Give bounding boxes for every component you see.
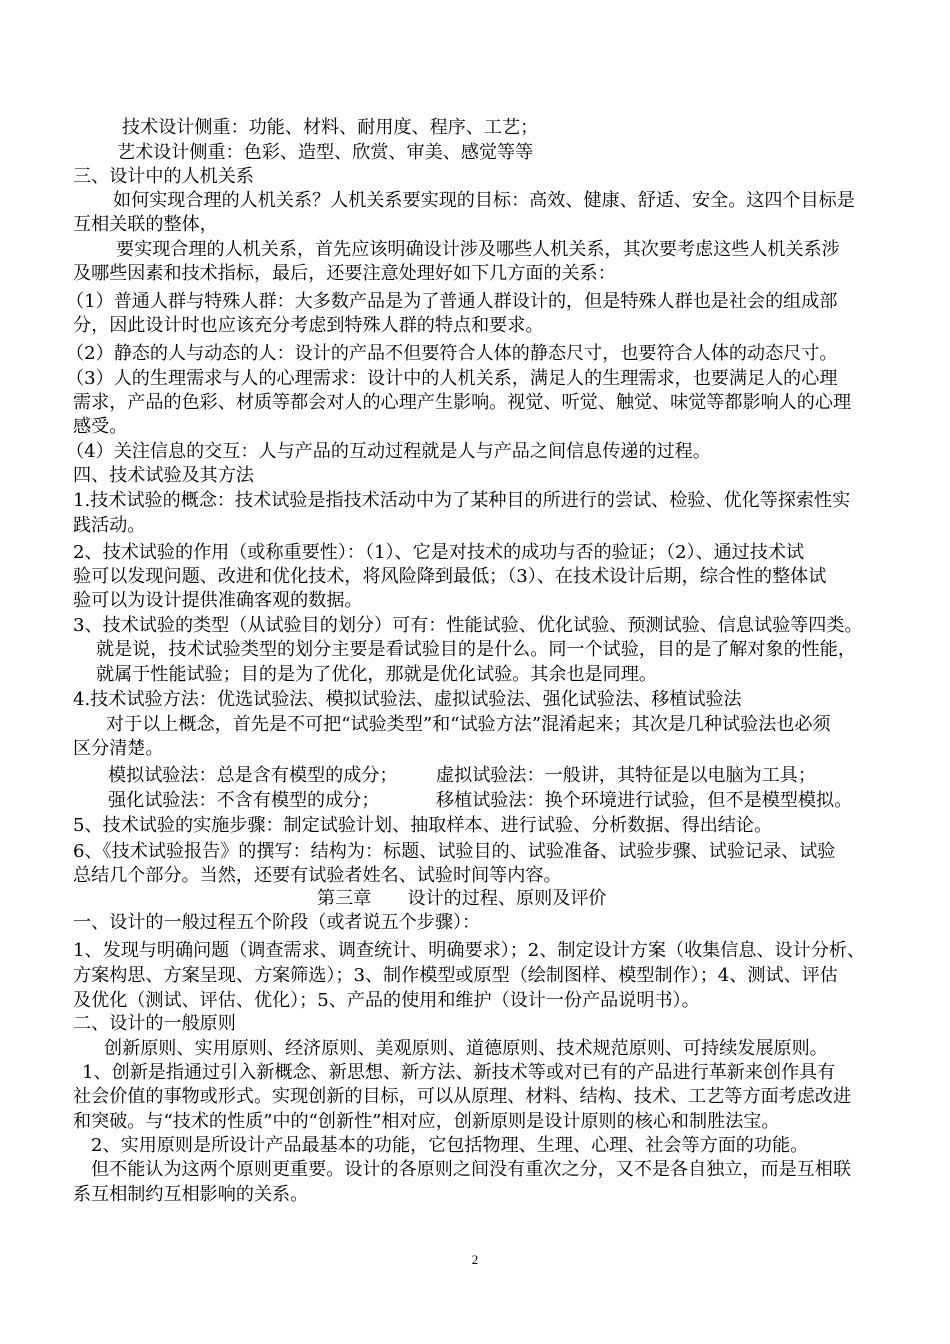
text-line: 1.技术试验的概念：技术试验是指技术活动中为了某种目的所进行的尝试、检验、优化等探索性实 — [73, 490, 851, 511]
text-line: 2、技术试验的作用（或称重要性）：（1）、它是对技术的成功与否的验证；（2）、通过技术试 — [73, 542, 805, 563]
text-line: 虚拟试验法：一般讲，其特征是以电脑为工具； — [436, 765, 816, 786]
text-line: 需求，产品的色彩、材质等都会对人的心理产生影响。视觉、听觉、触觉、味觉等都影响人的心理 — [73, 392, 852, 413]
text-line: 4.技术试验方法：优选试验法、模拟试验法、虚拟试验法、强化试验法、移植试验法 — [73, 689, 742, 710]
text-line: （2）静态的人与动态的人：设计的产品不但要符合人体的静态尺寸，也要符合人体的动态尺寸。 — [66, 343, 838, 364]
section-heading: 二、设计的一般原则 — [73, 1013, 236, 1034]
text-line: 互相关联的整体， — [73, 214, 218, 235]
text-line: 如何实现合理的人机关系？人机关系要实现的目标：高效、健康、舒适、安全。这四个目标是 — [113, 190, 855, 211]
text-line: 要实现合理的人机关系，首先应该明确设计涉及哪些人机关系，其次要考虑这些人机关系涉 — [116, 239, 840, 260]
section-heading: 四、技术试验及其方法 — [73, 465, 254, 486]
section-heading: 一、设计的一般过程五个阶段（或者说五个步骤）： — [73, 912, 481, 933]
text-line: 方案构思、方案呈现、方案筛选）；3、制作模型或原型（绘制图样、模型制作）；4、测试、评估 — [73, 965, 838, 986]
text-line: 创新原则、实用原则、经济原则、美观原则、道德原则、技术规范原则、可持续发展原则。 — [104, 1038, 828, 1059]
text-line: 验可以发现问题、改进和优化技术，将风险降到最低；（3）、在技术设计后期，综合性的整体试 — [73, 566, 827, 587]
text-line: 艺术设计侧重：色彩、造型、欣赏、审美、感觉等等 — [117, 142, 534, 163]
text-line: 移植试验法：换个环境进行试验，但不是模型模拟。 — [436, 790, 853, 811]
chapter-heading: 第三章 设计的过程、原则及评价 — [317, 888, 607, 909]
text-line: 社会价值的事物或形式。实现创新的目标，可以从原理、材料、结构、技术、工艺等方面考虑改进 — [73, 1086, 852, 1107]
text-line: 强化试验法：不含有模型的成分； — [108, 790, 380, 811]
text-line: 和突破。与“技术的性质”中的“创新性”相对应，创新原则是设计原则的核心和制胜法宝。 — [73, 1111, 780, 1132]
text-line: 技术设计侧重：功能、材料、耐用度、程序、工艺； — [122, 117, 539, 138]
text-line: 感受。 — [73, 416, 128, 437]
text-line: 分，因此设计时也应该充分考虑到特殊人群的特点和要求。 — [73, 315, 544, 336]
text-line: 2、实用原则是所设计产品最基本的功能，它包括物理、生理、心理、社会等方面的功能。 — [91, 1135, 809, 1156]
text-line: 但不能认为这两个原则更重要。设计的各原则之间没有重次之分，又不是各自独立，而是互相联 — [91, 1159, 851, 1180]
text-line: 模拟试验法：总是含有模型的成分； — [108, 765, 398, 786]
text-line: 3、技术试验的类型（从试验目的划分）可有：性能试验、优化试验、预测试验、信息试验等四类。 — [73, 615, 863, 636]
text-line: （4）关注信息的交互：人与产品的互动过程就是人与产品之间信息传递的过程。 — [66, 441, 711, 462]
section-heading: 三、设计中的人机关系 — [73, 166, 254, 187]
text-line: （3）人的生理需求与人的心理需求：设计中的人机关系，满足人的生理需求，也要满足人的心理 — [66, 368, 838, 389]
text-line: 就是说，技术试验类型的划分主要是看试验目的是什么。同一个试验，目的是了解对象的性能， — [96, 639, 856, 660]
text-line: （1）普通人群与特殊人群：大多数产品是为了普通人群设计的，但是特殊人群也是社会的组成部 — [66, 291, 838, 312]
text-line: 及哪些因素和技术指标，最后，还要注意处理好如下几方面的关系： — [73, 263, 616, 284]
text-line: 1、创新是指通过引入新概念、新思想、新方法、新技术等或对已有的产品进行革新来创作具有 — [82, 1062, 836, 1083]
text-line: 验可以为设计提供准确客观的数据。 — [73, 590, 363, 611]
text-line: 践活动。 — [73, 515, 146, 536]
text-line: 6、《技术试验报告》的撰写：结构为：标题、试验目的、试验准备、试验步骤、试验记录、试验 — [73, 841, 836, 862]
text-line: 就属于性能试验；目的是为了优化，那就是优化试验。其余也是同理。 — [96, 664, 657, 685]
text-line: 5、技术试验的实施步骤：制定试验计划、抽取样本、进行试验、分析数据、得出结论。 — [73, 815, 773, 836]
text-line: 1、发现与明确问题（调查需求、调查统计、明确要求）；2、制定设计方案（收集信息、设计分析、 — [73, 940, 866, 961]
page-number: 2 — [471, 1252, 479, 1267]
text-line: 区分清楚。 — [73, 738, 164, 759]
text-line: 系互相制约互相影响的关系。 — [73, 1184, 309, 1205]
text-line: 对于以上概念，首先是不可把“试验类型”和“试验方法”混淆起来；其次是几种试验法也必须 — [106, 714, 831, 735]
text-line: 及优化（测试、评估、优化）；5、产品的使用和维护（设计一份产品说明书）。 — [73, 990, 700, 1011]
text-line: 总结几个部分。当然，还要有试验者姓名、试验时间等内容。 — [73, 865, 562, 886]
